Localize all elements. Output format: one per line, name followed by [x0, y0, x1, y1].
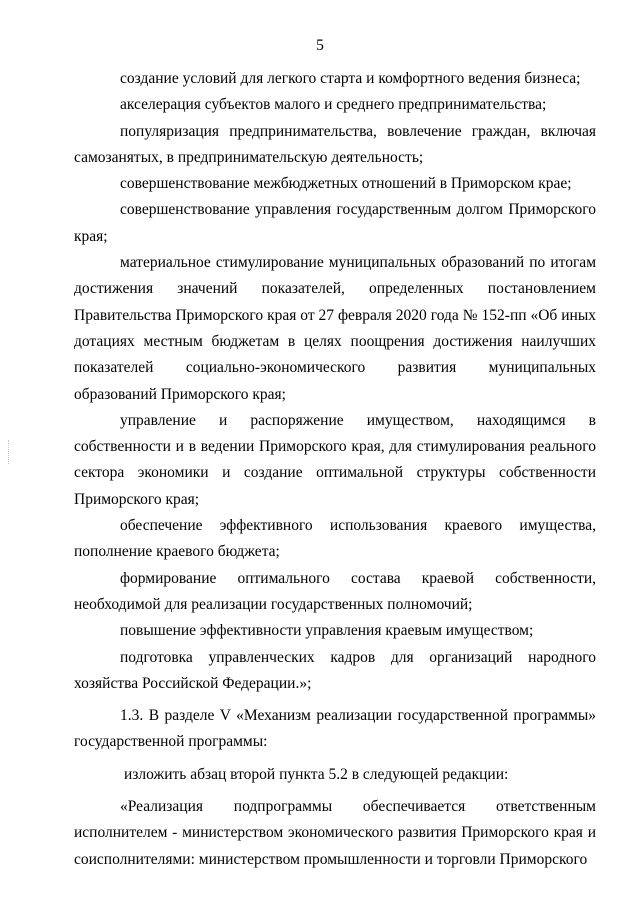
paragraph-optimal-composition: формирование оптимального состава краевой собственности, необходимой для реализации государственных полномочий;	[74, 569, 596, 613]
document-body	[74, 66, 596, 873]
paragraph-acceleration: акселерация субъектов малого и среднего предпринимательства;	[120, 96, 547, 114]
paragraph-personnel-training: подготовка управленческих кадров для организаций народного хозяйства Российской Федерации.»;	[74, 648, 596, 692]
page-number: 5	[316, 37, 324, 54]
scan-margin-mark	[8, 440, 11, 464]
paragraph-management-efficiency: повышение эффективности управления краевым имуществом;	[120, 622, 534, 640]
paragraph-popularization: популяризация предпринимательства, вовлечение граждан, включая самозанятых, в предпринимательскую деятельность;	[74, 122, 596, 166]
paragraph-business-conditions: создание условий для легкого старта и комфортного ведения бизнеса;	[120, 70, 581, 87]
paragraph-material-incentives: материальное стимулирование муниципальных образований по итогам достижения значений показателей, определенных постановлением Правительства Приморского края от 27 февраля 2020 года № 152-пп «Об иных дотациях местным бюджетам в целях поощрения достижения наилучших показателей социально-экономического развития муниципальных образований Приморского края;	[74, 254, 596, 403]
paragraph-implementation: «Реализация подпрограммы обеспечивается ответственным исполнителем - министерством экономического развития Приморского края и соисполнителями: министерством промышленности и торговли Приморского	[74, 798, 596, 868]
paragraph-effective-use: обеспечение эффективного использования краевого имущества, пополнение краевого бюджета;	[74, 517, 596, 561]
paragraph-amend-instruction: изложить абзац второй пункта 5.2 в следующей редакции:	[124, 765, 509, 783]
paragraph-section-v: 1.3. В разделе V «Механизм реализации государственной программы» государственной программы:	[74, 707, 596, 751]
paragraph-debt-management: совершенствование управления государственным долгом Приморского края;	[74, 201, 596, 245]
paragraph-interbudget-relations: совершенствование межбюджетных отношений в Приморском крае;	[120, 175, 572, 193]
paragraph-property-management: управление и распоряжение имуществом, находящимся в собственности и в ведении Приморского края, для стимулирования реального сектора экономики и создание оптимальной структуры собственности Приморского края;	[74, 411, 596, 508]
